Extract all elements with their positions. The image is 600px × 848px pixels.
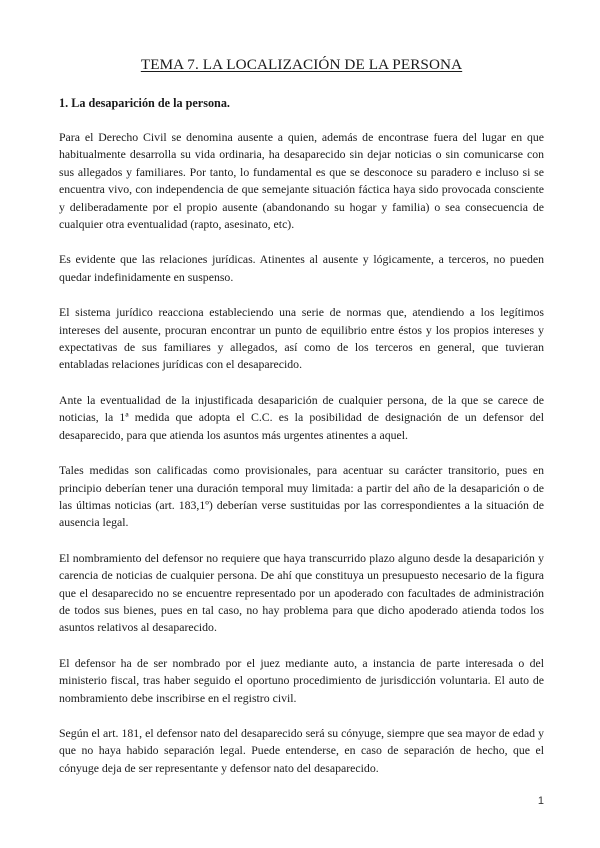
- paragraph: Para el Derecho Civil se denomina ausente a quien, además de encontrase fuera del lugar en que habitualmente desarrolla su vida ordinaria, ha desaparecido sin dejar noticias o sin comunicarse con sus allegados y familiares. Por tanto, lo fundamental es que se desconoce su paradero e incluso si se encuentra vivo, con independencia de que semejante situación fáctica haya sido provocada consciente y deliberadamente por el propio ausente (abandonando su hogar y familia) o sea consecuencia de cualquier otra eventualidad (rapto, asesinato, etc).: [59, 130, 544, 232]
- paragraph: Tales medidas son calificadas como provisionales, para acentuar su carácter transitorio, pues en principio deberían tener una duración temporal muy limitada: a partir del año de la desaparición o de las últimas noticias (art. 183,1º) deberían verse sustituidas por las correspondientes a la situación de ausencia legal.: [59, 463, 544, 530]
- paragraph: El sistema jurídico reacciona estableciendo una serie de normas que, atendiendo a los legítimos intereses del ausente, procuran encontrar un punto de equilibrio entre éstos y los propios intereses y expectativas de sus familiares y allegados, así como de los terceros en general, que tuvieran entabladas relaciones jurídicas con el desaparecido.: [59, 305, 544, 372]
- section-heading: 1. La desaparición de la persona.: [59, 96, 230, 110]
- paragraph: Ante la eventualidad de la injustificada desaparición de cualquier persona, de la que se carece de noticias, la 1ª medida que adopta el C.C. es la posibilidad de designación de un defensor del desaparecido, para que atienda los asuntos más urgentes atinentes a aquel.: [59, 392, 544, 442]
- paragraph: Es evidente que las relaciones jurídicas. Atinentes al ausente y lógicamente, a terceros, no pueden quedar indefinidamente en suspenso.: [59, 252, 544, 284]
- page-title: TEMA 7. LA LOCALIZACIÓN DE LA PERSONA: [140, 56, 463, 73]
- paragraph: El defensor ha de ser nombrado por el juez mediante auto, a instancia de parte interesada o del ministerio fiscal, tras haber seguido el oportuno procedimiento de jurisdicción voluntaria. El auto de nombramiento debe inscribirse en el registro civil.: [59, 655, 544, 705]
- paragraph: Según el art. 181, el defensor nato del desaparecido será su cónyuge, siempre que sea mayor de edad y que no haya habido separación legal. Puede entenderse, en caso de separación de hecho, que el cónyuge deja de ser representante y defensor nato del desaparecido.: [59, 725, 544, 775]
- page-number: 1: [537, 795, 544, 807]
- paragraph: El nombramiento del defensor no requiere que haya transcurrido plazo alguno desde la desaparición y carencia de noticias de cualquier persona. De ahí que constituya un presupuesto necesario de la figura que el desaparecido no se encuentre representado por un apoderado con facultades de administración de todos sus bienes, pues en tal caso, no hay problema para que dicho apoderado atienda todos los asuntos relativos al desaparecido.: [59, 550, 544, 635]
